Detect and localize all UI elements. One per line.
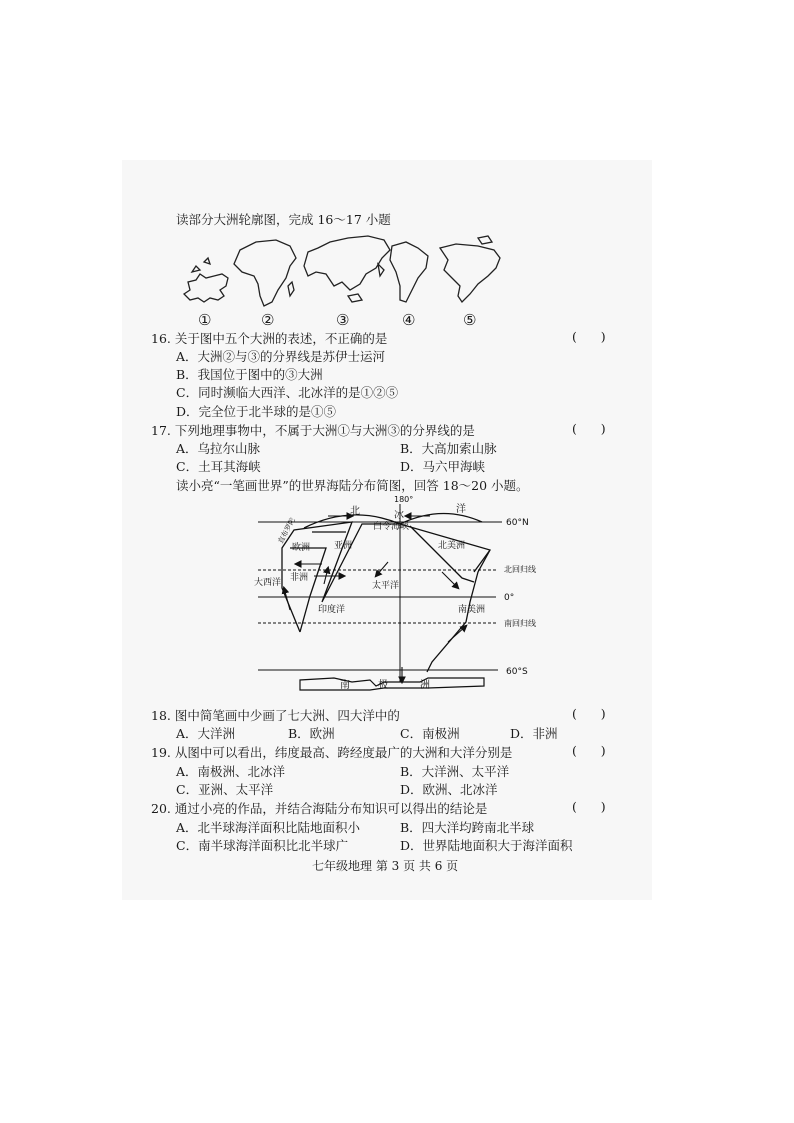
label-60n: 60°N [506, 518, 529, 528]
option-18d: D．非洲 [510, 726, 558, 741]
continent-label-2: ② [261, 311, 275, 329]
answer-bracket-17[interactable]: ( ) [572, 421, 606, 436]
intro-16-17: 读部分大洲轮廓图，完成 16～17 小题 [176, 212, 391, 227]
answer-bracket-18[interactable]: ( ) [572, 706, 606, 721]
option-19a: A．南极洲、北冰洋 [176, 764, 286, 779]
label-tropic-north: 北回归线 [504, 565, 536, 574]
question-19-stem: 19. 从图中可以看出，纬度最高、跨经度最广的大洲和大洋分别是 [151, 745, 513, 760]
label-equator: 0° [504, 593, 515, 603]
continent-outlines-figure [178, 228, 518, 312]
label-180-meridian: 180° [394, 495, 414, 504]
label-nan: 南 [340, 680, 350, 691]
option-16b: B．我国位于图中的③大洲 [176, 367, 323, 382]
question-17-stem: 17. 下列地理事物中，不属于大洲①与大洲③的分界线的是 [151, 423, 475, 438]
option-20a: A．北半球海洋面积比陆地面积小 [176, 820, 361, 835]
answer-bracket-16[interactable]: ( ) [572, 329, 606, 344]
label-indian: 印度洋 [318, 605, 346, 615]
continent-label-1: ① [198, 311, 212, 329]
option-17d: D．马六甲海峡 [400, 459, 486, 474]
label-pacific: 太平洋 [372, 581, 400, 591]
option-17a: A．乌拉尔山脉 [176, 441, 261, 456]
question-18-stem: 18. 图中简笔画中少画了七大洲、四大洋中的 [151, 708, 400, 723]
question-20-stem: 20. 通过小亮的作品，并结合海陆分布知识可以得出的结论是 [151, 801, 488, 816]
option-20b: B．四大洋均跨南北半球 [400, 820, 535, 835]
label-zhou: 洲 [420, 680, 430, 691]
label-bei: 北 [350, 506, 360, 517]
label-north-america: 北美洲 [438, 541, 466, 551]
label-europe: 欧洲 [292, 543, 311, 553]
option-17c: C．土耳其海峡 [176, 459, 261, 474]
continent-5-outline [440, 244, 500, 302]
option-16a: A．大洲②与③的分界线是苏伊士运河 [176, 349, 386, 364]
option-18b: B．欧洲 [288, 726, 335, 741]
option-17b: B．大高加索山脉 [400, 441, 497, 456]
option-19d: D．欧洲、北冰洋 [400, 782, 498, 797]
option-19c: C．亚洲、太平洋 [176, 782, 274, 797]
option-18a: A．大洋洲 [176, 726, 236, 741]
label-bering-strait: 白令海峡 [373, 522, 410, 532]
continent-label-5: ⑤ [463, 311, 477, 329]
label-atlantic: 大西洋 [254, 578, 282, 588]
option-16d: D．完全位于北半球的是①⑤ [176, 404, 337, 419]
continent-4-outline [390, 242, 428, 302]
option-20d: D．世界陆地面积大于海洋面积 [400, 838, 573, 853]
label-tropic-south: 南回归线 [504, 619, 536, 628]
option-16c: C．同时濒临大西洋、北冰洋的是①②⑤ [176, 385, 399, 400]
label-yang: 洋 [456, 504, 466, 515]
label-60s: 60°S [506, 667, 528, 677]
label-bing: 冰 [394, 510, 404, 521]
one-stroke-world-map [252, 492, 536, 698]
option-20c: C．南半球海洋面积比北半球广 [176, 838, 349, 853]
question-16-stem: 16. 关于图中五个大洲的表述，不正确的是 [151, 331, 388, 346]
option-18c: C．南极洲 [400, 726, 460, 741]
continent-3-outline [304, 236, 390, 290]
continent-label-3: ③ [336, 311, 350, 329]
label-africa: 非洲 [290, 573, 309, 583]
label-asia: 亚洲 [334, 541, 353, 551]
option-19b: B．大洋洲、太平洋 [400, 764, 510, 779]
continent-label-4: ④ [402, 311, 416, 329]
answer-bracket-20[interactable]: ( ) [572, 799, 606, 814]
label-gibraltar: 直布罗陀 [276, 516, 297, 545]
continent-2-outline [234, 240, 296, 306]
continent-1-outline [184, 274, 228, 302]
page-footer: 七年级地理 第 3 页 共 6 页 [312, 859, 459, 873]
intro-18-20: 读小亮“一笔画世界”的世界海陆分布简图，回答 18～20 小题。 [176, 478, 529, 493]
label-ji: 极 [378, 680, 388, 691]
answer-bracket-19[interactable]: ( ) [572, 743, 606, 758]
label-south-america: 南美洲 [458, 605, 486, 615]
